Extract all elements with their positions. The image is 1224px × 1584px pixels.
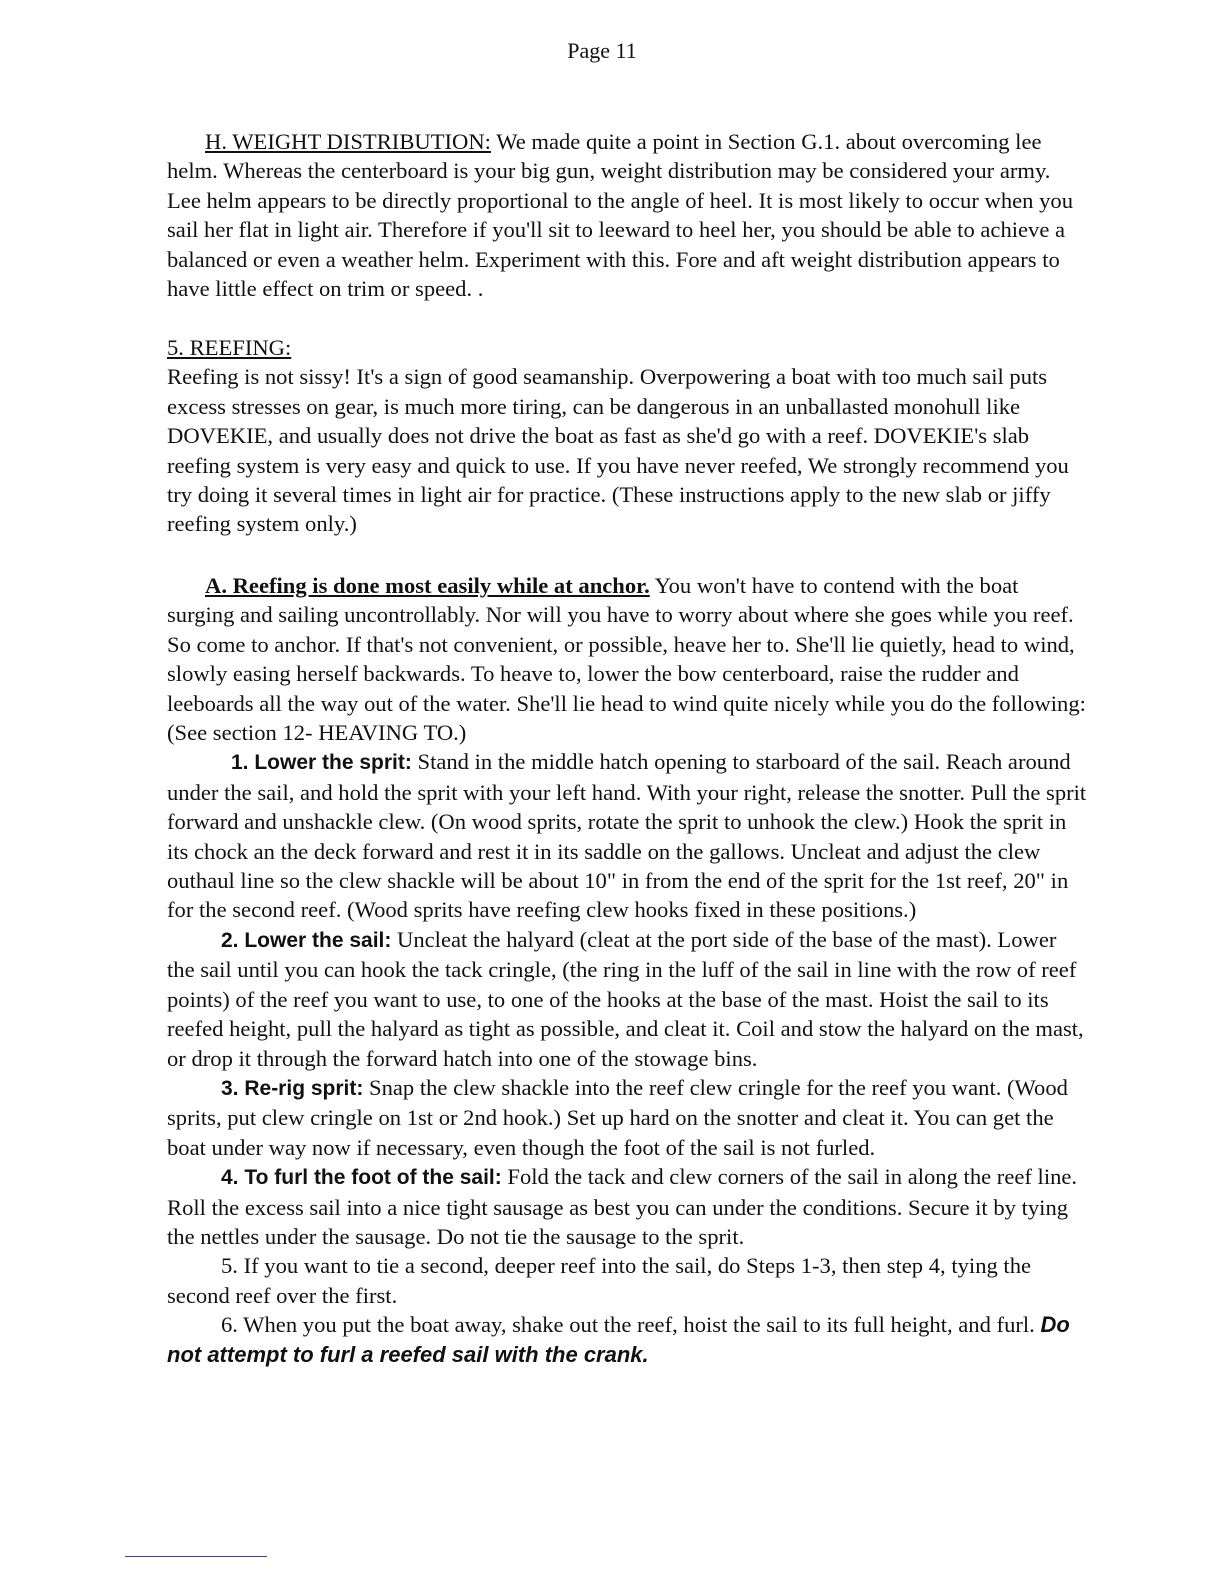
- weight-distribution-heading: H. WEIGHT DISTRIBUTION:: [205, 129, 491, 154]
- step-5: 5. If you want to tie a second, deeper reef into the sail, do Steps 1-3, then step 4, tying the second reef over the first.: [167, 1253, 1032, 1308]
- step-3-body: Snap the clew shackle into the reef clew cringle for the reef you want. (Wood sprits, put clew cringle on 1st or 2nd hook.) Set up hard on the snotter and cleat it. You can get the boat under way now if necessary, even though the foot of the sail is not furled.: [167, 1074, 1068, 1160]
- page-number: Page 11: [567, 38, 637, 63]
- step-6-warning: Do not attempt to furl a reefed sail with the crank.: [167, 1312, 1070, 1367]
- step-6: [167, 1310, 1087, 1369]
- step-3: [167, 1073, 1087, 1162]
- weight-distribution-paragraph: [167, 127, 1087, 303]
- anchor-paragraph: [167, 571, 1087, 747]
- anchor-body: You won't have to contend with the boat surging and sailing uncontrollably. Nor will you have to worry about where she goes while you reef. So come to anchor. If that's not convenient, or possible, heave her to. She'll lie quietly, head to wind, slowly easing herself backwards. To heave to, lower the bow centerboard, raise the rudder and leeboards all the way out of the water. She'll lie head to wind quite nicely while you do the following: (See section 12- HEAVING TO.): [167, 573, 1086, 746]
- reefing-section: [167, 333, 1087, 539]
- step-4: [167, 1162, 1087, 1251]
- anchor-heading: A. Reefing is done most easily while at anchor.: [205, 573, 650, 598]
- step-6-body: 6. When you put the boat away, shake out the reef, hoist the sail to its full height, and furl.: [221, 1312, 1041, 1338]
- reefing-intro: Reefing is not sissy! It's a sign of good seamanship. Overpowering a boat with too much sail puts excess stresses on gear, is much more tiring, can be dangerous in an unballasted monohull like DOVEKIE, and usually does not drive the boat as fast as she'd go with a reef. DOVEKIE's slab reefing system is very easy and quick to use. If you have never reefed, We strongly recommend you try doing it several times in light air for practice. (These instructions apply to the new slab or jiffy reefing system only.): [167, 364, 1069, 537]
- reefing-heading: 5. REEFING:: [167, 335, 292, 360]
- reefing-instructions: [167, 571, 1087, 1369]
- step-2-body: Uncleat the halyard (cleat at the port side of the base of the mast). Lower the sail until you can hook the tack cringle, (the ring in the luff of the sail in line with the row of reef points) of the reef you want to use, to one of the hooks at the base of the mast. Hoist the sail to its reefed height, pull the halyard as tight as possible, and cleat it. Coil and stow the halyard on the mast, or drop it through the forward hatch into one of the stowage bins.: [167, 926, 1084, 1071]
- step-1: [167, 747, 1087, 924]
- step-3-title: 3. Re-rig sprit:: [221, 1076, 364, 1100]
- footnote-separator: [125, 1556, 267, 1557]
- step-1-body: Stand in the middle hatch opening to starboard of the sail. Reach around under the sail, and hold the sprit with your left hand. With your right, release the snotter. Pull the sprit forward and unshackle clew. (On wood sprits, rotate the sprit to unhook the clew.) Hook the sprit in its chock an the deck forward and rest it in its saddle on the gallows. Uncleat and adjust the clew outhaul line so the clew shackle will be about 10" in from the end of the sprit for the 1st reef, 20" in for the second reef. (Wood sprits have reefing clew hooks fixed in these positions.): [167, 749, 1087, 923]
- step-4-title: 4. To furl the foot of the sail:: [221, 1166, 502, 1190]
- step-4-body: Fold the tack and clew corners of the sail in along the reef line. Roll the excess sail into a nice tight sausage as best you can under the conditions. Secure it by tying the nettles under the sausage. Do not tie the sausage to the sprit.: [167, 1164, 1078, 1249]
- step-2: [167, 925, 1087, 1073]
- weight-distribution-body: We made quite a point in Section G.1. about overcoming lee helm. Whereas the centerboard is your big gun, weight distribution may be considered your army. Lee helm appears to be directly proportional to the angle of heel. It is most likely to occur when you sail her flat in light air. Therefore if you'll sit to leeward to heel her, you should be able to achieve a balanced or even a weather helm. Experiment with this. Fore and aft weight distribution appears to have little effect on trim or speed. .: [167, 129, 1073, 302]
- step-1-title: 1. Lower the sprit:: [231, 751, 412, 775]
- step-2-title: 2. Lower the sail:: [221, 928, 392, 952]
